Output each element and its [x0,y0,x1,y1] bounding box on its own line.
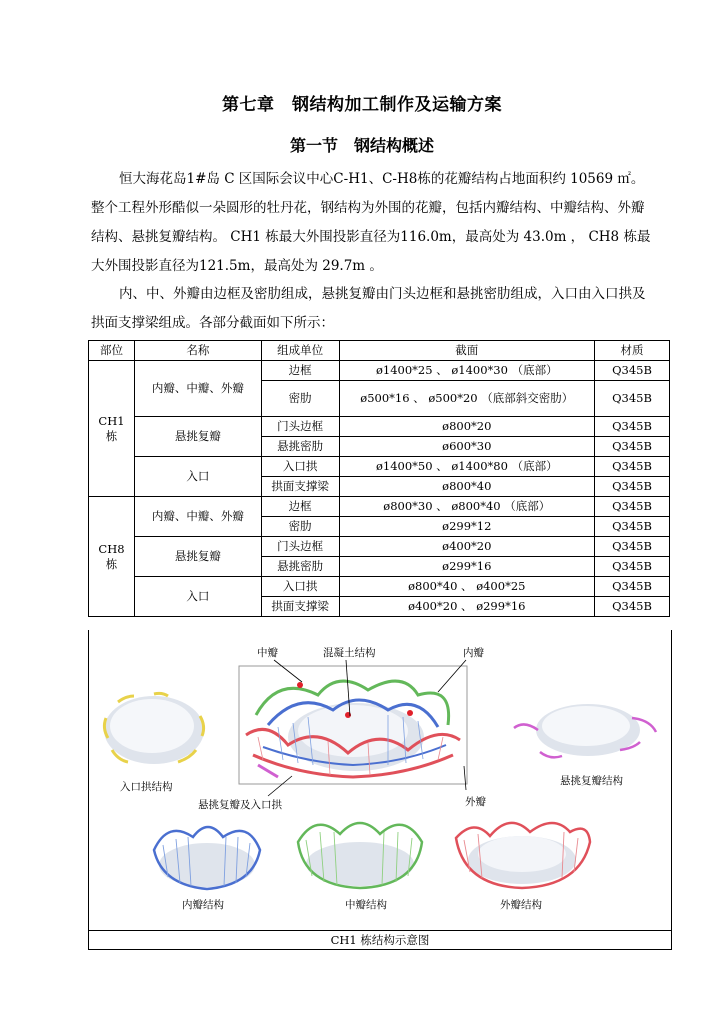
material-cell: Q345B [595,477,670,497]
table-header-row [89,341,670,361]
section-cell: ø800*40 [339,477,595,497]
name-cell: 内瓣、中瓣、外瓣 [134,361,261,417]
section-cell: ø299*16 [339,557,595,577]
unit-cell: 门头边框 [261,417,339,437]
label-middle-struct: 中瓣结构 [345,899,387,911]
table-row [89,361,670,381]
name-cell: 入口 [134,577,261,617]
unit-cell: 悬挑密肋 [261,437,339,457]
table-row [89,577,670,597]
section-cell: ø800*40 、 ø400*25 [339,577,595,597]
section-cell: ø1400*25 、 ø1400*30 （底部） [339,361,595,381]
label-outer-struct: 外瓣结构 [500,899,542,911]
label-entrance-arch: 入口拱结构 [120,781,173,793]
intro-paragraph: 恒大海花岛1#岛 C 区国际会议中心C-H1、C-H8栋的花瓣结构占地面积约 10569 ㎡。整个工程外形酷似一朵圆形的牡丹花，钢结构为外围的花瓣，包括内瓣结构、中瓣结构、外瓣结构、悬挑复瓣结构。 CH1 栋最大外围投影直径为116.0m，最高处为 43.0m ， CH8 栋最大外围投影直径为121.5m，最高处为 29.7m 。 [91,171,651,274]
material-cell: Q345B [595,537,670,557]
header-cell: 部位 [89,341,135,361]
material-cell: Q345B [595,557,670,577]
unit-cell: 拱面支撑梁 [261,477,339,497]
header-cell: 材质 [595,341,670,361]
unit-cell: 入口拱 [261,577,339,597]
composition-paragraph: 内、中、外瓣由边框及密肋组成，悬挑复瓣由门头边框和悬挑密肋组成，入口由入口拱及拱面支撑梁组成。各部分截面如下所示： [91,286,646,331]
section-cell: ø400*20 、 ø299*16 [339,597,595,617]
table-row [89,457,670,477]
label-concrete: 混凝土结构 [323,647,376,659]
figure-caption: CH1 栋结构示意图 [88,930,672,950]
unit-cell: 边框 [261,497,339,517]
table-row [89,417,670,437]
header-cell: 截面 [339,341,595,361]
material-cell: Q345B [595,577,670,597]
section-cell: ø500*16 、 ø500*20 （底部斜交密肋） [339,381,595,417]
section-title: 第一节 钢结构概述 [289,136,434,155]
material-cell: Q345B [595,437,670,457]
name-cell: 悬挑复瓣 [134,417,261,457]
chapter-title: 第七章 钢结构加工制作及运输方案 [222,95,502,115]
label-middle-petal: 中瓣 [257,647,278,659]
name-cell: 入口 [134,457,261,497]
material-cell: Q345B [595,457,670,477]
material-cell: Q345B [595,497,670,517]
part-cell: CH8 栋 [89,497,135,617]
unit-cell: 悬挑密肋 [261,557,339,577]
name-cell: 内瓣、中瓣、外瓣 [134,497,261,537]
section-cell: ø600*30 [339,437,595,457]
table-row [89,497,670,517]
header-cell: 组成单位 [261,341,339,361]
header-cell: 名称 [134,341,261,361]
material-cell: Q345B [595,417,670,437]
section-cell: ø800*20 [339,417,595,437]
label-outer-petal: 外瓣 [465,796,486,808]
section-cell: ø1400*50 、 ø1400*80 （底部） [339,457,595,477]
section-cell: ø299*12 [339,517,595,537]
section-cell: ø800*30 、 ø800*40 （底部） [339,497,595,517]
section-cell: ø400*20 [339,537,595,557]
label-inner-petal: 内瓣 [463,647,484,659]
material-cell: Q345B [595,361,670,381]
label-cantilever-struct: 悬挑复瓣结构 [560,775,623,787]
material-cell: Q345B [595,597,670,617]
material-cell: Q345B [595,517,670,537]
material-cell: Q345B [595,381,670,417]
unit-cell: 拱面支撑梁 [261,597,339,617]
label-cantilever-entrance: 悬挑复瓣及入口拱 [198,799,282,811]
unit-cell: 入口拱 [261,457,339,477]
section-table [88,340,670,617]
unit-cell: 密肋 [261,381,339,417]
unit-cell: 边框 [261,361,339,381]
unit-cell: 门头边框 [261,537,339,557]
unit-cell: 密肋 [261,517,339,537]
part-cell: CH1 栋 [89,361,135,497]
label-inner-struct: 内瓣结构 [182,899,224,911]
table-row [89,537,670,557]
name-cell: 悬挑复瓣 [134,537,261,577]
